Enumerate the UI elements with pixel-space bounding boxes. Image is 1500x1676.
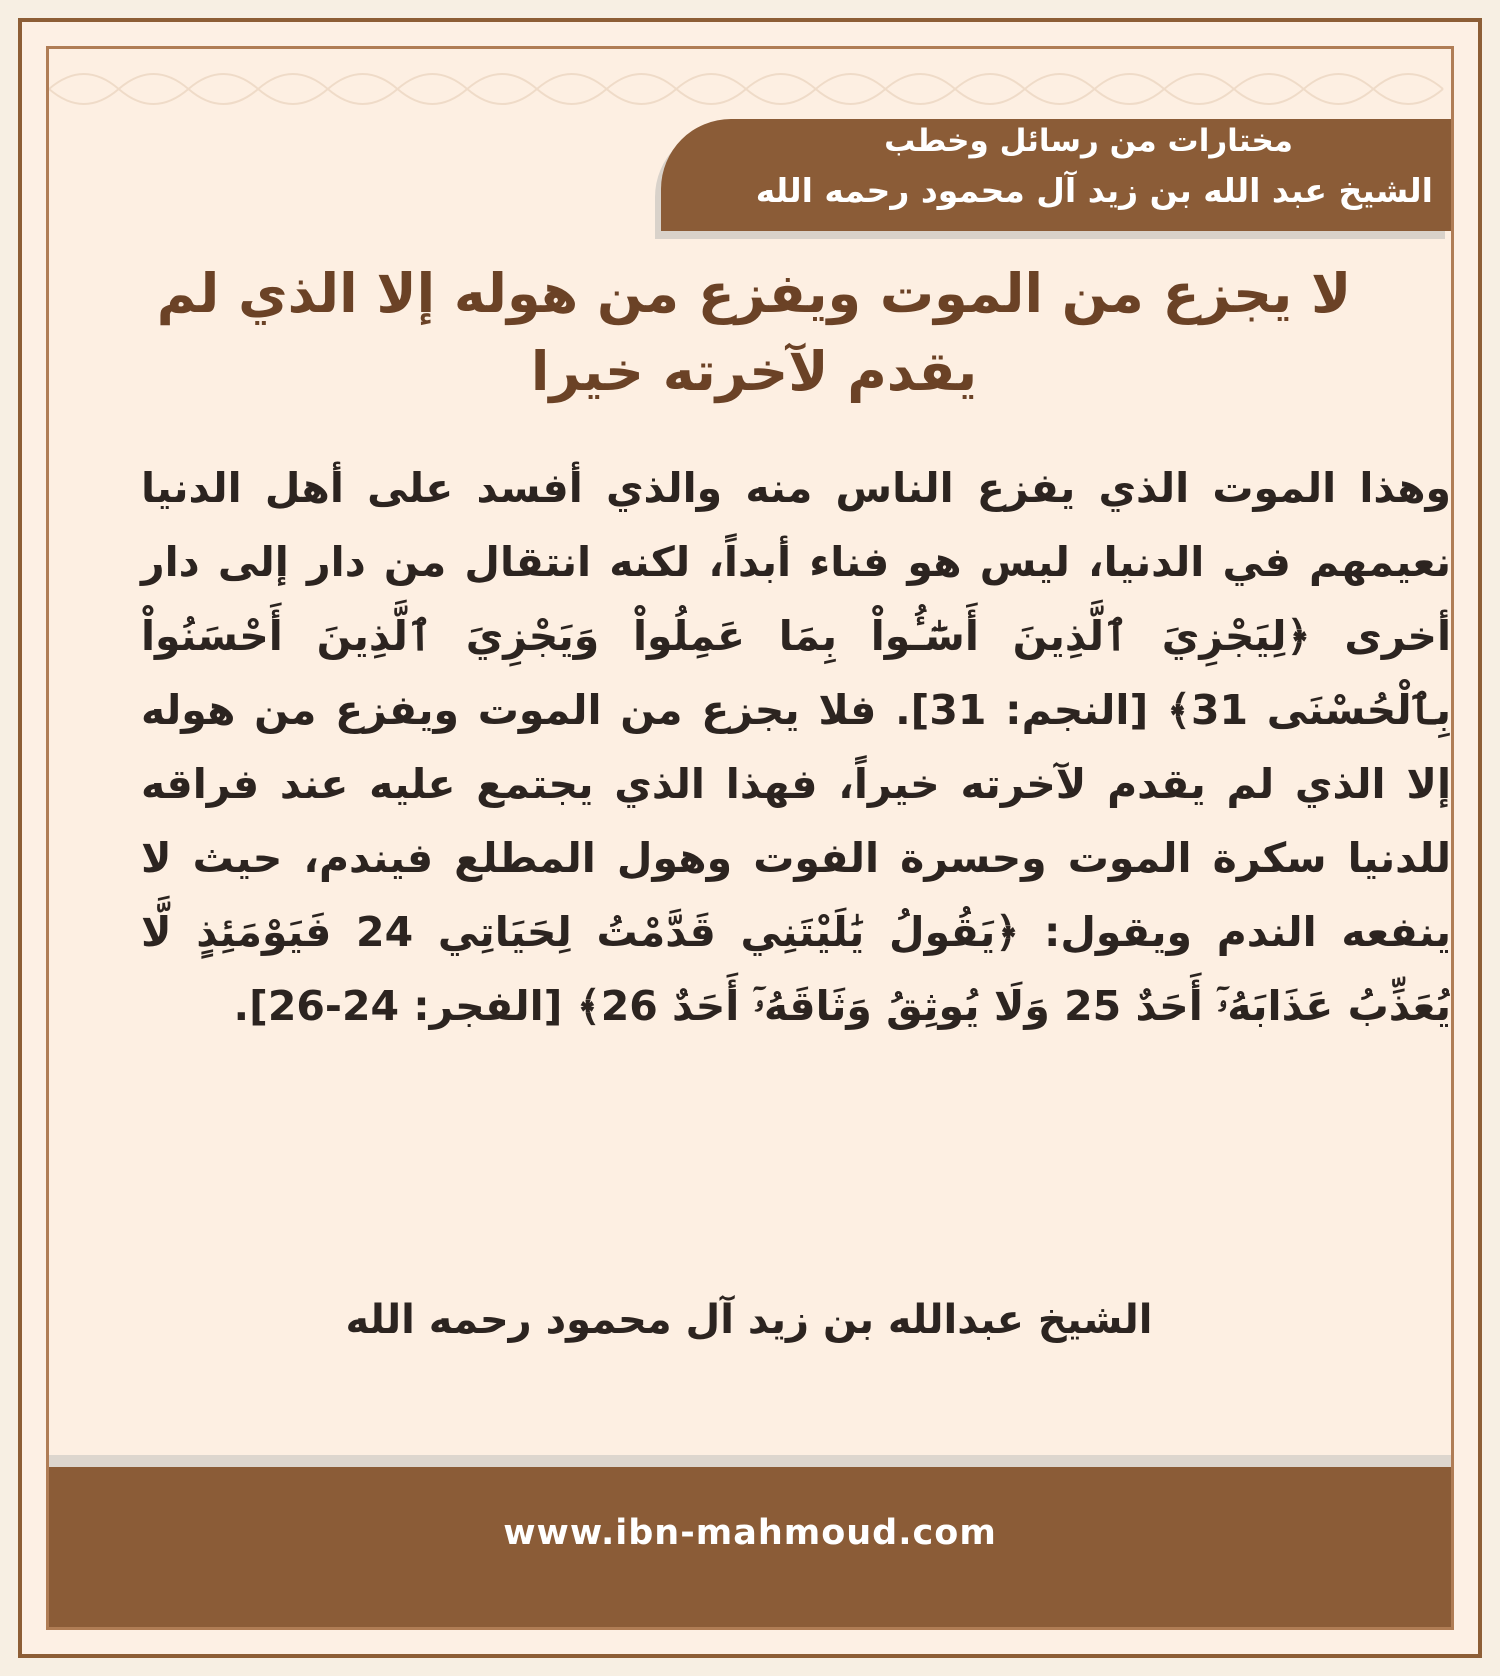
article-body: وهذا الموت الذي يفزع الناس منه والذي أفسد على أهل الدنيا نعيمهم في الدنيا، ليس هو فناء أبداً، لكنه انتقال من دار إلى دار أخرى ﴿لِيَجْزِيَ ٱلَّذِينَ أَسَٰٓـُٔواْ بِمَا عَمِلُواْ وَيَجْزِيَ ٱلَّذِينَ أَحْسَنُواْ بِٱلْحُسْنَى 31﴾ [النجم: 31]. فلا يجزع من الموت ويفزع من هوله إلا الذي لم يقدم لآخرته خيراً، فهذا الذي يجتمع عليه عند فراقه للدنيا سكرة الموت وحسرة الفوت وهول المطلع فيندم، حيث لا ينفعه الندم ويقول: ﴿يَقُولُ يَٰلَيْتَنِي قَدَّمْتُ لِحَيَاتِي 24 فَيَوْمَئِذٍ لَّا يُعَذِّبُ عَذَابَهُۥٓ أَحَدٌ 25 وَلَا يُوثِقُ وَثَاقَهُۥٓ أَحَدٌ 26﴾ [الفجر: 24-26]. [141, 464, 1452, 1030]
outer-frame [18, 18, 1482, 1658]
header-subtitle: مختارات من رسائل وخطب [884, 123, 1293, 159]
footer-bar [49, 1467, 1451, 1627]
signature: الشيخ عبدالله بن زيد آل محمود رحمه الله [345, 1297, 1153, 1343]
header-ribbon [661, 119, 1451, 231]
header-author: الشيخ عبد الله بن زيد آل محمود رحمه الله [755, 171, 1433, 210]
article-title: لا يجزع من الموت ويفزع من هوله إلا الذي لم يقدم لآخرته خيرا [156, 262, 1352, 403]
website-link[interactable]: www.ibn-mahmoud.com [503, 1513, 997, 1553]
content-panel [46, 46, 1454, 1630]
